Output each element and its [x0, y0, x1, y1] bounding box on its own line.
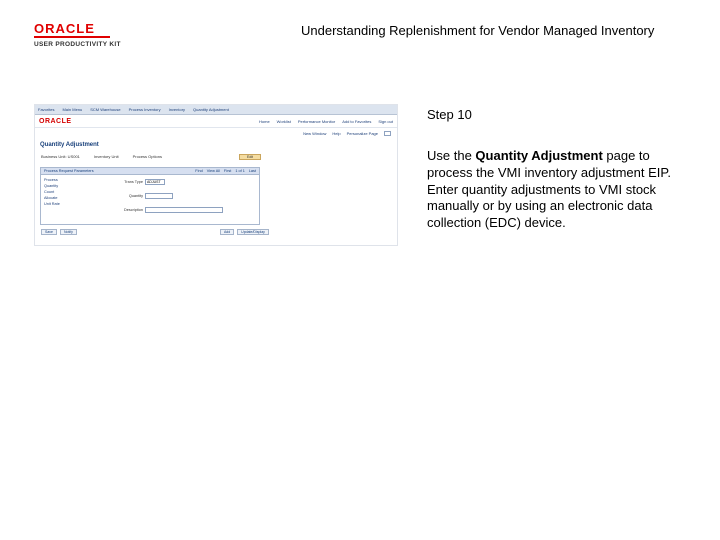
- panel-nav-link[interactable]: View All: [206, 169, 220, 173]
- nav-item[interactable]: Quantity Adjustment: [193, 107, 229, 112]
- panel-nav-link[interactable]: First: [223, 169, 232, 173]
- panel-header: [41, 168, 259, 175]
- header-link[interactable]: Sign out: [378, 118, 393, 124]
- parameter-fields: [115, 178, 255, 220]
- tree-item[interactable]: Process: [44, 178, 58, 182]
- nav-item[interactable]: Inventory: [168, 107, 186, 112]
- quantity-input[interactable]: [145, 193, 173, 199]
- field-row: [115, 178, 255, 186]
- page-title: Quantity Adjustment: [40, 142, 99, 148]
- instruction-text-before: Use the: [427, 148, 476, 163]
- panel-title: Process Request Parameters: [44, 169, 94, 173]
- panel-nav-count: 1 of 1: [235, 169, 245, 173]
- key-fields: [35, 152, 397, 161]
- tree-item[interactable]: Count: [44, 190, 55, 194]
- oracle-logo: [34, 22, 124, 48]
- nav-item[interactable]: Process Inventory: [128, 107, 161, 112]
- update-display-button[interactable]: Update/Display: [237, 229, 269, 235]
- breadcrumb-nav: [35, 105, 397, 115]
- edit-button[interactable]: Edit: [239, 154, 261, 160]
- page-link[interactable]: Help: [332, 131, 341, 136]
- save-button[interactable]: Save: [41, 229, 57, 235]
- logo-rule: [34, 36, 110, 38]
- app-screenshot: [34, 104, 398, 246]
- app-header: [35, 115, 397, 128]
- field-label: Quantity: [128, 194, 143, 198]
- parameters-panel: [40, 167, 260, 225]
- page-links: [35, 128, 397, 140]
- app-logo: ORACLE: [39, 117, 72, 125]
- key-field: Business Unit: US001: [41, 154, 80, 159]
- tree-item[interactable]: Unit Rate: [44, 202, 60, 206]
- panel-nav-link[interactable]: Last: [248, 169, 256, 173]
- field-label: Trans Type: [124, 180, 143, 184]
- nav-item[interactable]: Main Menu: [62, 107, 83, 112]
- header-links: [259, 119, 393, 124]
- logo-wordmark: ORACLE: [34, 21, 95, 36]
- header-link[interactable]: Home: [259, 118, 270, 124]
- page-link[interactable]: Personalize Page: [346, 131, 378, 136]
- instruction-page-name: Quantity Adjustment: [475, 148, 603, 163]
- panel-nav-link[interactable]: Find: [195, 169, 203, 173]
- description-input[interactable]: [145, 207, 223, 213]
- nav-item[interactable]: SCM Warehouse: [90, 107, 121, 112]
- key-field: Process Options: [132, 154, 162, 159]
- instruction-text-after: page to process the VMI inventory adjustment EIP. Enter quantity adjustments to VMI stock manually or by using an electronic data collection (EDC) device.: [427, 148, 671, 231]
- header-link[interactable]: Add to Favorites: [342, 118, 372, 124]
- header-link[interactable]: Performance Monitor: [297, 118, 336, 124]
- page-footer: [35, 225, 397, 235]
- field-label: Description: [124, 208, 143, 212]
- tree-item[interactable]: Allocate: [44, 196, 58, 200]
- process-tree: [44, 177, 88, 223]
- step-instruction: [427, 148, 689, 232]
- document-title: Understanding Replenishment for Vendor Managed Inventory: [301, 23, 655, 38]
- trans-type-select[interactable]: ADJUST: [145, 179, 165, 185]
- logo-subtitle: USER PRODUCTIVITY KIT: [34, 41, 121, 48]
- add-button[interactable]: Add: [220, 229, 234, 235]
- field-row: [115, 206, 255, 214]
- tree-item[interactable]: Quantity: [44, 184, 59, 188]
- page-link[interactable]: New Window: [303, 131, 327, 136]
- field-row: [115, 192, 255, 200]
- step-label: Step 10: [427, 107, 472, 122]
- nav-item[interactable]: Favorites: [38, 107, 55, 112]
- help-icon[interactable]: [384, 131, 391, 136]
- panel-nav: [195, 169, 256, 173]
- notify-button[interactable]: Notify: [60, 229, 77, 235]
- header-link[interactable]: Worklist: [276, 118, 291, 124]
- key-field: Inventory Unit: [93, 154, 119, 159]
